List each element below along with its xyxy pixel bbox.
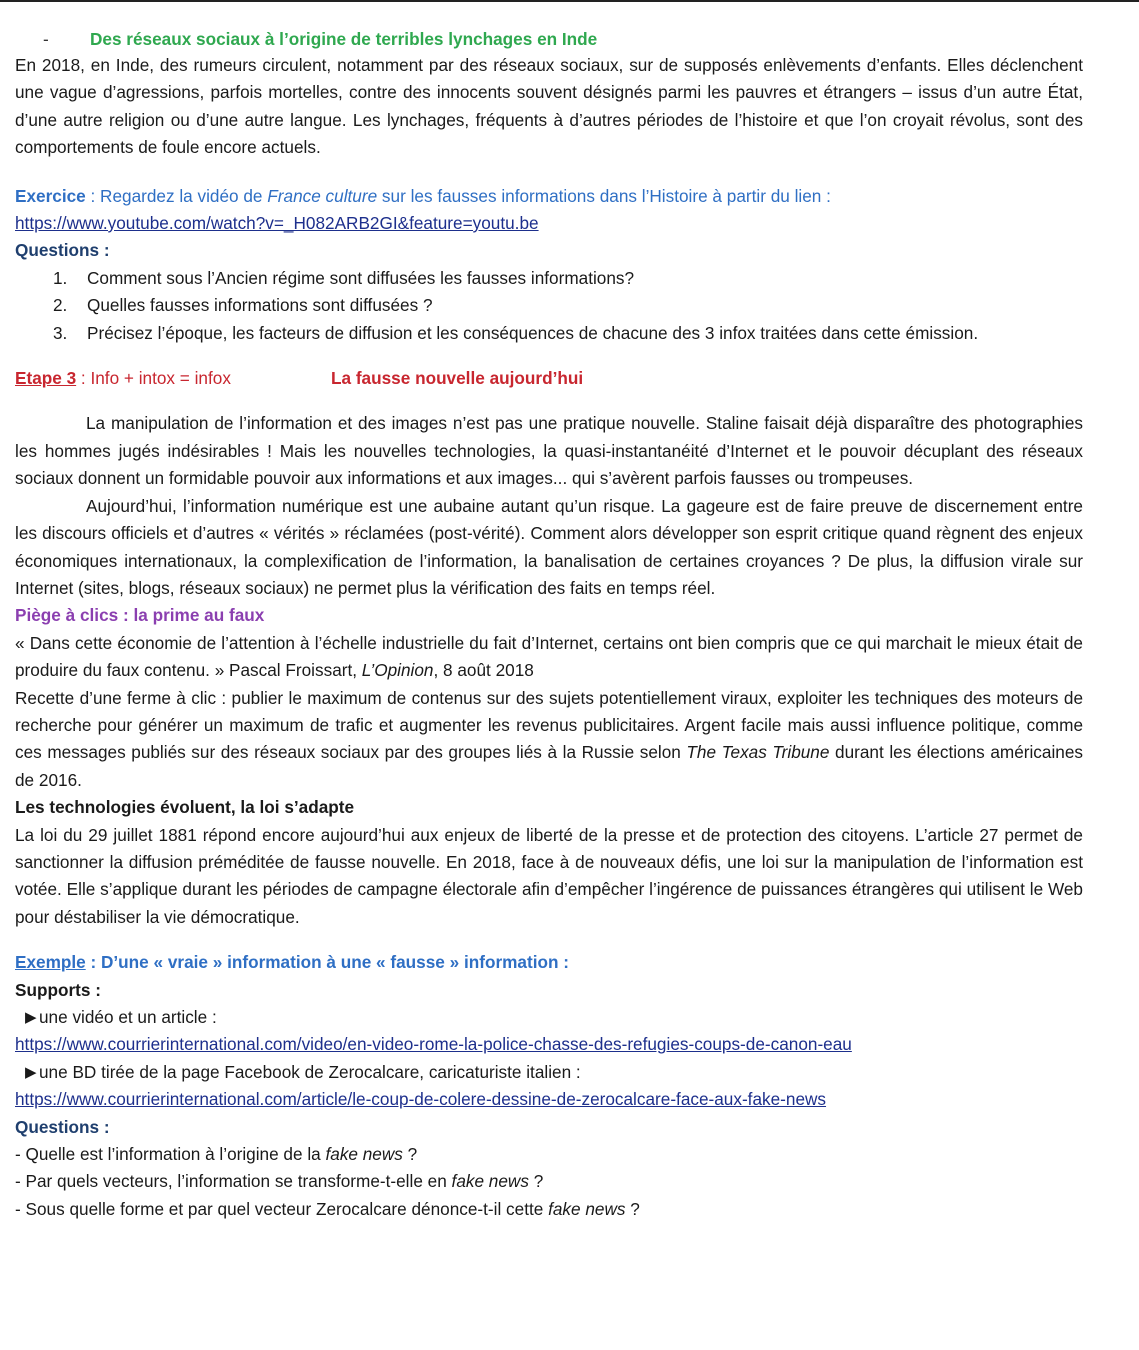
etape-heading: Etape 3 : Info + intox = infox La fausse nouvelle aujourd’hui bbox=[15, 365, 1083, 392]
exercice-questions-list bbox=[15, 265, 1083, 347]
section-title-lynchages: - Des réseaux sociaux à l’origine de terribles lynchages en Inde bbox=[15, 26, 1083, 52]
etape-subtitle: La fausse nouvelle aujourd’hui bbox=[331, 368, 584, 389]
list-item: 2. Quelles fausses informations sont diffusées ? bbox=[53, 295, 433, 316]
courrier-video-link[interactable]: https://www.courrierinternational.com/video/en-video-rome-la-police-chasse-des-refugies-coups-de-canon-eau bbox=[15, 1034, 852, 1055]
triangle-bullet-icon: ▶ bbox=[25, 1063, 37, 1081]
exercice-instruction: Exercice : Regardez la vidéo de France culture sur les fausses informations dans l’Histoire à partir du lien : bbox=[15, 185, 831, 206]
document-page bbox=[15, 26, 1083, 1223]
exemple-heading: Exemple : D’une « vraie » information à une « fausse » information : bbox=[15, 952, 569, 973]
exercice-label: Exercice bbox=[15, 185, 86, 206]
list-item: 3. Précisez l’époque, les facteurs de diffusion et les conséquences de chacune des 3 infox traitées dans cette émission. bbox=[53, 322, 979, 343]
texas-tribune-source: The Texas Tribune bbox=[686, 742, 830, 763]
top-border-line bbox=[0, 0, 1139, 2]
exemple-question-1: - Quelle est l’information à l’origine de la fake news ? bbox=[15, 1144, 418, 1165]
piege-heading: Piège à clics : la prime au faux bbox=[15, 605, 265, 626]
exemple-question-3: - Sous quelle forme et par quel vecteur Zerocalcare dénonce-t-il cette fake news ? bbox=[15, 1198, 640, 1219]
youtube-link[interactable]: https://www.youtube.com/watch?v=_H082ARB2GI&feature=youtu.be bbox=[15, 213, 539, 234]
list-item: 1. Comment sous l’Ancien régime sont diffusées les fausses informations? bbox=[53, 267, 635, 288]
exemple-label: Exemple bbox=[15, 952, 86, 973]
froissart-quote: « Dans cette économie de l’attention à l’échelle industrielle du fait d’Internet, certains ont bien compris que ce qui marchait le mieux était de produire du faux contenu. » Pascal Froissart, L’Opinion, 8 août 2018 bbox=[15, 632, 1083, 681]
triangle-bullet-icon: ▶ bbox=[25, 1009, 37, 1026]
support-bullet-video: ▶ une vidéo et un article : bbox=[15, 1004, 1083, 1031]
exercice-source: France culture bbox=[267, 185, 378, 206]
courrier-article-link[interactable]: https://www.courrierinternational.com/article/le-coup-de-colere-dessine-de-zerocalcare-face-aux-fake-news bbox=[15, 1089, 827, 1110]
manipulation-paragraph: La manipulation de l’information et des images n’est pas une pratique nouvelle. Staline faisait déjà disparaître des photographies les hommes jugés indésirables ! Mais les nouvelles technologies, la quasi-instantanéité d’Internet et le pouvoir décuplant des réseaux sociaux donnent un formidable pouvoir aux informations et aux images... qui s’avèrent parfois fausses ou trompeuses. bbox=[15, 413, 1083, 489]
questions-heading-1: Questions : bbox=[15, 240, 110, 261]
support-bullet-bd: ▶ une BD tirée de la page Facebook de Zerocalcare, caricaturiste italien : bbox=[15, 1059, 1083, 1086]
supports-heading: Supports : bbox=[15, 979, 101, 1000]
exemple-question-2: - Par quels vecteurs, l’information se transforme-t-elle en fake news ? bbox=[15, 1171, 544, 1192]
techno-heading: Les technologies évoluent, la loi s’adapte bbox=[15, 797, 355, 818]
title-dash: - bbox=[43, 29, 49, 49]
numerique-paragraph: Aujourd’hui, l’information numérique est une aubaine autant qu’un risque. La gageure est de faire preuve de discernement entre les discours officiels et d’autres « vérités » réclamées (post-vérité). Comment alors développer son esprit critique quand règnent des enjeux économiques internationaux, la complexification de l’information, la banalisation de certaines croyances ? De plus, la diffusion virale sur Internet (sites, blogs, réseaux sociaux) ne permet plus la vérification des faits en temps réel. bbox=[15, 495, 1083, 598]
lynchages-paragraph: En 2018, en Inde, des rumeurs circulent, notamment par des réseaux sociaux, sur de supposés enlèvements d’enfants. Elles déclenchent une vague d’agressions, parfois mortelles, contre des innocents souvent désignés parmi les pauvres et étrangers – issus d’un autre État, d’une autre religion ou d’une autre langue. Les lynchages, fréquents à d’autres périodes de l’histoire et que l’on croyait révolus, sont des comportements de foule encore actuels. bbox=[15, 55, 1083, 158]
quote-source: L’Opinion bbox=[361, 660, 434, 681]
loi-paragraph: La loi du 29 juillet 1881 répond encore aujourd’hui aux enjeux de liberté de la presse et de protection des citoyens. L’article 27 permet de sanctionner la diffusion préméditée de fausse nouvelle. En 2018, face à de nouveaux défis, une loi sur la manipulation de l’information est votée. Elle s’applique durant les périodes de campagne électorale afin d’empêcher l’ingérence de puissances étrangères qui utilisent le Web pour déstabiliser la vie démocratique. bbox=[15, 824, 1083, 927]
questions-heading-2: Questions : bbox=[15, 1116, 110, 1137]
ferme-a-clic-paragraph: Recette d’une ferme à clic : publier le maximum de contenus sur des sujets potentiellement viraux, exploiter les techniques des moteurs de recherche pour générer un maximum de trafic et augmenter les revenus publicitaires. Argent facile mais aussi influence politique, comme ces messages publiés sur des réseaux sociaux par des groupes liés à la Russie selon The Texas Tribune durant les élections américaines de 2016. bbox=[15, 687, 1083, 790]
etape-label: Etape 3 bbox=[15, 368, 77, 389]
